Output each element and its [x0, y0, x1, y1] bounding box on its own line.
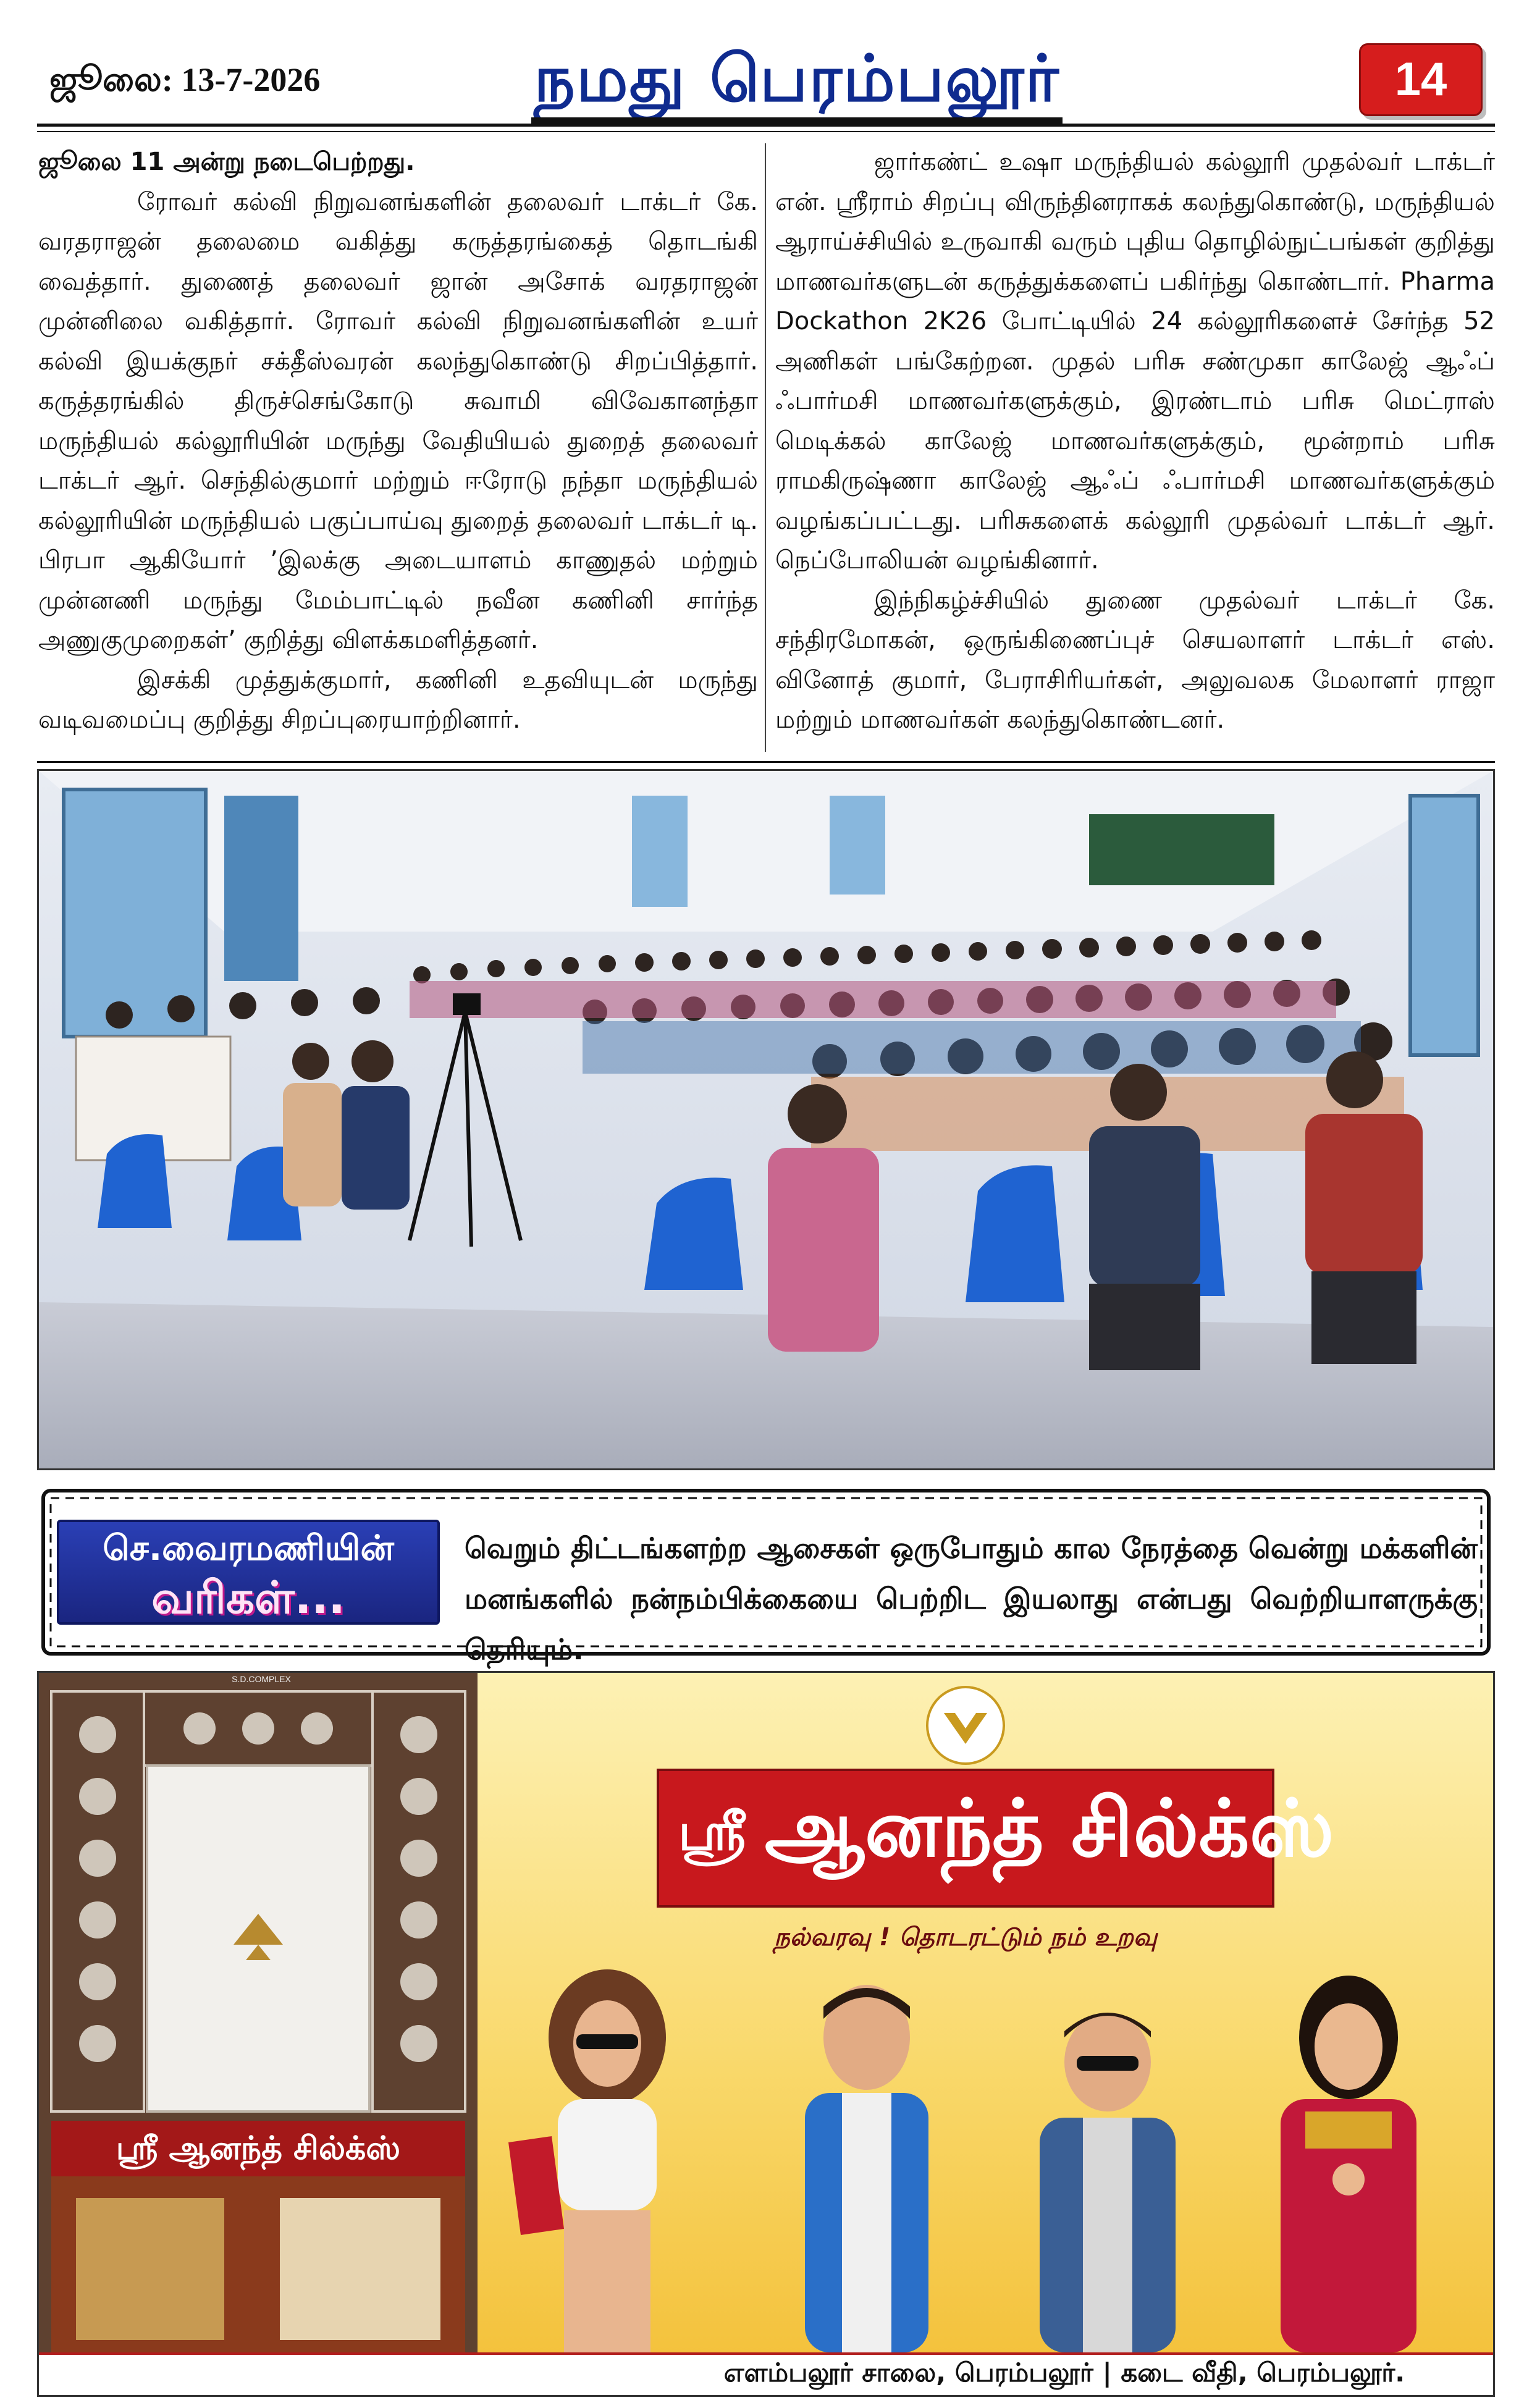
page-number-badge: 14 — [1359, 43, 1483, 116]
models-illustration — [484, 1969, 1491, 2352]
event-photo — [37, 769, 1495, 1470]
quote-text: வெறும் திட்டங்களற்ற ஆசைகள் ஒருபோதும் கால நேரத்தை வென்று மக்களின் மனங்களில் நன்நம்பிக்கையை பெற்றிட இயலாது என்பது வெற்றியாளருக்கு தெரியும். — [465, 1531, 1478, 1666]
brand-tagline: நல்வரவு ! தொடரட்டும் நம் உறவு — [774, 1923, 1157, 1951]
brand-logo-icon — [925, 1685, 1006, 1766]
seminar-audience-illustration — [39, 771, 1493, 1468]
article-lead: ஜூலை 11 அன்று நடைபெற்றது. — [38, 148, 415, 176]
article-column-right — [775, 142, 1495, 740]
store-building-illustration — [39, 1673, 478, 2397]
store-address: எளம்பலூர் சாலை, பெரம்பலூர் | கடை வீதி, பெரம்பலூர். — [723, 2357, 1405, 2388]
section-rule — [37, 761, 1495, 763]
quote-author-suffix: வரிகள்... — [151, 1572, 345, 1623]
title-underline — [531, 117, 1063, 124]
article-column-left — [38, 142, 758, 740]
header-rule-thin — [37, 131, 1495, 132]
quote-banner — [38, 1486, 1494, 1666]
quote-author-name: செ.வைரமணியின் — [103, 1528, 394, 1568]
newspaper-title: நமது பெரம்பலூர் — [534, 41, 1060, 116]
quote-author-label — [57, 1520, 440, 1625]
brand-prefix: ஸ்ரீ — [678, 1801, 746, 1862]
issue-date: ஜூலை: 13-7-2026 — [49, 61, 321, 98]
store-complex-name: S.D.COMPLEX — [232, 1674, 291, 1684]
store-facade-photo — [39, 1673, 478, 2397]
masthead — [37, 25, 1495, 148]
article-paragraph: ரோவர் கல்வி நிறுவனங்களின் தலைவர் டாக்டர் கே. வரதராஜன் தலைமை வகித்து கருத்தரங்கைத் தொடங்கி வைத்தார். துணைத் தலைவர் ஜான் அசோக் வரதராஜன் முன்னிலை வகித்தார். ரோவர் கல்வி நிறுவனங்களின் உயர் கல்வி இயக்குநர் சக்தீஸ்வரன் கலந்துகொண்டு சிறப்பித்தார். கருத்தரங்கில் திருச்செங்கோடு சுவாமி விவேகானந்தா மருந்தியல் கல்லூரியின் மருந்து வேதியியல் துறைத் தலைவர் டாக்டர் ஆர். செந்தில்குமார் மற்றும் ஈரோடு நந்தா மருந்தியல் கல்லூரியின் மருந்தியல் பகுப்பாய்வு துறைத் தலைவர் டாக்டர் டி. பிரபா ஆகியோர் ’இலக்கு அடையாளம் காணுதல் மற்றும் முன்னணி மருந்து மேம்பாட்டில் நவீன கணினி சார்ந்த அணுகுமுறைகள்’ குறித்து விளக்கமளித்தனர். — [38, 187, 758, 654]
silks-advertisement — [37, 1671, 1495, 2397]
article-paragraph: இசக்கி முத்துக்குமார், கணினி உதவியுடன் மருந்து வடிவமைப்பு குறித்து சிறப்புரையாற்றினார். — [38, 665, 758, 734]
brand-name: ஆனந்த் சில்க்ஸ் — [765, 1783, 1334, 1875]
article-paragraph: இந்நிகழ்ச்சியில் துணை முதல்வர் டாக்டர் கே. சந்திரமோகன், ஒருங்கிணைப்புச் செயலாளர் டாக்டர் எஸ். வினோத் குமார், பேராசிரியர்கள், அலுவலக மேலாளர் ராஜா மற்றும் மாணவர்கள் கலந்துகொண்டனர். — [775, 586, 1495, 734]
header-rule — [37, 124, 1495, 127]
column-divider — [765, 143, 766, 752]
article-paragraph: ஜார்கண்ட் உஷா மருந்தியல் கல்லூரி முதல்வர் டாக்டர் என். ஸ்ரீராம் சிறப்பு விருந்தினராகக் கலந்துகொண்டு, மருந்தியல் ஆராய்ச்சியில் உருவாகி வரும் புதிய தொழில்நுட்பங்கள் குறித்து மாணவர்களுடன் கருத்துக்களைப் பகிர்ந்து கொண்டார். Pharma Dockathon 2K26 போட்டியில் 24 கல்லூரிகளைச் சேர்ந்த 52 அணிகள் பங்கேற்றன. முதல் பரிசு சண்முகா காலேஜ் ஆஃப் ஃபார்மசி மாணவர்களுக்கும், இரண்டாம் பரிசு மெட்ராஸ் மெடிக்கல் காலேஜ் மாணவர்களுக்கும், மூன்றாம் பரிசு ராமகிருஷ்ணா காலேஜ் ஆஃப் ஃபார்மசி மாணவர்களுக்கும் வழங்கப்பட்டது. பரிசுகளைக் கல்லூரி முதல்வர் டாக்டர் ஆர். நெப்போலியன் வழங்கினார். — [775, 148, 1495, 575]
store-sign-text: ஸ்ரீ ஆனந்த் சில்க்ஸ் — [116, 2130, 401, 2167]
